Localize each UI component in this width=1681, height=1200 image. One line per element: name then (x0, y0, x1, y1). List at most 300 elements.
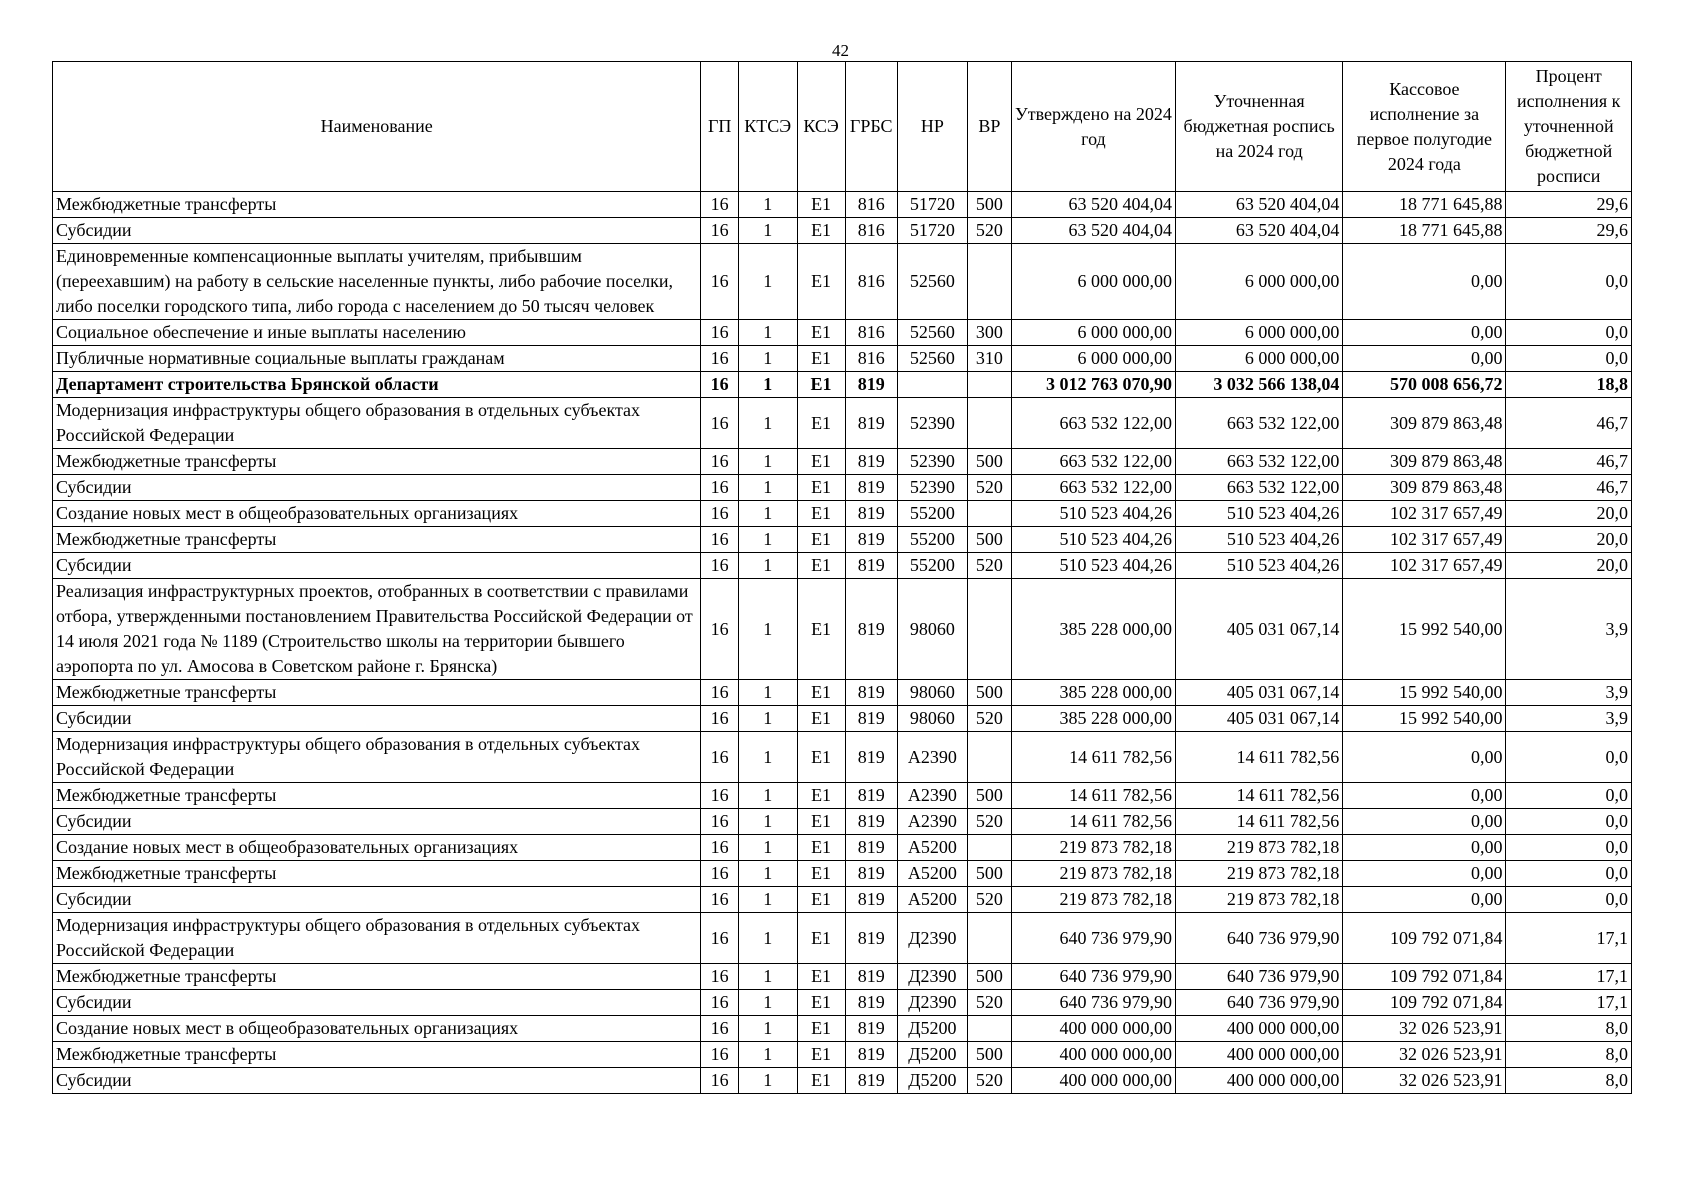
cell-kse: Е1 (797, 553, 845, 579)
cell-gp: 16 (701, 218, 739, 244)
cell-cash: 15 992 540,00 (1343, 680, 1506, 706)
cell-cash: 102 317 657,49 (1343, 527, 1506, 553)
cell-ktse: 1 (738, 449, 797, 475)
cell-grbs: 816 (845, 320, 897, 346)
cell-percent: 0,0 (1506, 320, 1632, 346)
table-row (53, 346, 1632, 372)
cell-percent: 17,1 (1506, 964, 1632, 990)
cell-approved: 14 611 782,56 (1011, 783, 1175, 809)
cell-nr: Д2390 (897, 913, 967, 964)
cell-ktse: 1 (738, 192, 797, 218)
cell-refined: 219 873 782,18 (1176, 887, 1343, 913)
cell-percent: 29,6 (1506, 218, 1632, 244)
table-row (53, 553, 1632, 579)
cell-cash: 0,00 (1343, 887, 1506, 913)
cell-grbs: 819 (845, 475, 897, 501)
cell-grbs: 819 (845, 913, 897, 964)
cell-approved: 219 873 782,18 (1011, 887, 1175, 913)
cell-vr: 500 (967, 680, 1011, 706)
cell-grbs: 819 (845, 553, 897, 579)
cell-ktse: 1 (738, 1068, 797, 1094)
cell-vr (967, 501, 1011, 527)
cell-cash: 0,00 (1343, 732, 1506, 783)
cell-grbs: 819 (845, 887, 897, 913)
cell-refined: 14 611 782,56 (1176, 809, 1343, 835)
table-row (53, 1068, 1632, 1094)
cell-gp: 16 (701, 320, 739, 346)
table-row (53, 835, 1632, 861)
cell-vr: 500 (967, 527, 1011, 553)
header-vr: ВР (967, 62, 1011, 192)
cell-name: Межбюджетные трансферты (53, 783, 701, 809)
cell-kse: Е1 (797, 475, 845, 501)
cell-gp: 16 (701, 527, 739, 553)
cell-percent: 8,0 (1506, 1016, 1632, 1042)
header-nr: НР (897, 62, 967, 192)
cell-nr: 52560 (897, 244, 967, 320)
table-row (53, 372, 1632, 398)
cell-vr: 520 (967, 990, 1011, 1016)
cell-name: Реализация инфраструктурных проектов, отобранных в соответствии с правилами отбора, утвержденными постановлением Правительства Российской Федерации от 14 июля 2021 года № 1189 (Строительство школы на территории бывшего аэропорта по ул. Амосова в Советском районе г. Брянска) (53, 579, 701, 680)
cell-gp: 16 (701, 192, 739, 218)
cell-gp: 16 (701, 783, 739, 809)
cell-refined: 219 873 782,18 (1176, 861, 1343, 887)
table-row (53, 964, 1632, 990)
cell-name: Межбюджетные трансферты (53, 449, 701, 475)
cell-ktse: 1 (738, 1042, 797, 1068)
cell-approved: 400 000 000,00 (1011, 1068, 1175, 1094)
cell-nr: 98060 (897, 680, 967, 706)
cell-ktse: 1 (738, 320, 797, 346)
cell-percent: 0,0 (1506, 887, 1632, 913)
cell-ktse: 1 (738, 783, 797, 809)
cell-percent: 3,9 (1506, 579, 1632, 680)
table-row (53, 861, 1632, 887)
cell-gp: 16 (701, 680, 739, 706)
cell-gp: 16 (701, 1016, 739, 1042)
cell-nr: Д5200 (897, 1068, 967, 1094)
cell-gp: 16 (701, 1068, 739, 1094)
cell-kse: Е1 (797, 320, 845, 346)
cell-percent: 0,0 (1506, 783, 1632, 809)
table-row (53, 579, 1632, 680)
cell-grbs: 819 (845, 835, 897, 861)
cell-kse: Е1 (797, 887, 845, 913)
budget-execution-table (52, 61, 1632, 1094)
table-row (53, 1042, 1632, 1068)
cell-kse: Е1 (797, 1016, 845, 1042)
cell-grbs: 819 (845, 372, 897, 398)
cell-name: Межбюджетные трансферты (53, 964, 701, 990)
cell-approved: 14 611 782,56 (1011, 809, 1175, 835)
cell-gp: 16 (701, 706, 739, 732)
cell-percent: 20,0 (1506, 527, 1632, 553)
cell-name: Модернизация инфраструктуры общего образования в отдельных субъектах Российской Федерации (53, 913, 701, 964)
table-header (53, 62, 1632, 192)
table-row (53, 398, 1632, 449)
cell-percent: 18,8 (1506, 372, 1632, 398)
cell-refined: 6 000 000,00 (1176, 244, 1343, 320)
cell-percent: 46,7 (1506, 449, 1632, 475)
cell-nr: 55200 (897, 553, 967, 579)
cell-ktse: 1 (738, 913, 797, 964)
cell-kse: Е1 (797, 964, 845, 990)
cell-refined: 510 523 404,26 (1176, 527, 1343, 553)
cell-ktse: 1 (738, 680, 797, 706)
cell-nr: Д2390 (897, 964, 967, 990)
cell-grbs: 819 (845, 449, 897, 475)
cell-approved: 640 736 979,90 (1011, 913, 1175, 964)
table-row (53, 809, 1632, 835)
cell-kse: Е1 (797, 783, 845, 809)
cell-vr (967, 732, 1011, 783)
cell-grbs: 816 (845, 244, 897, 320)
cell-ktse: 1 (738, 732, 797, 783)
table-row (53, 218, 1632, 244)
cell-grbs: 819 (845, 861, 897, 887)
cell-vr (967, 372, 1011, 398)
cell-ktse: 1 (738, 964, 797, 990)
cell-nr: 52390 (897, 475, 967, 501)
cell-name: Департамент строительства Брянской области (53, 372, 701, 398)
cell-name: Субсидии (53, 218, 701, 244)
cell-kse: Е1 (797, 192, 845, 218)
cell-approved: 663 532 122,00 (1011, 475, 1175, 501)
cell-gp: 16 (701, 835, 739, 861)
cell-name: Субсидии (53, 990, 701, 1016)
cell-cash: 309 879 863,48 (1343, 449, 1506, 475)
table-row (53, 192, 1632, 218)
cell-gp: 16 (701, 964, 739, 990)
cell-grbs: 819 (845, 1042, 897, 1068)
cell-cash: 32 026 523,91 (1343, 1068, 1506, 1094)
cell-ktse: 1 (738, 372, 797, 398)
cell-approved: 6 000 000,00 (1011, 346, 1175, 372)
cell-approved: 385 228 000,00 (1011, 706, 1175, 732)
header-percent: Процент исполнения к уточненной бюджетной росписи (1506, 62, 1632, 192)
cell-gp: 16 (701, 990, 739, 1016)
cell-grbs: 819 (845, 501, 897, 527)
cell-name: Создание новых мест в общеобразовательных организациях (53, 835, 701, 861)
table-row (53, 732, 1632, 783)
cell-gp: 16 (701, 475, 739, 501)
cell-kse: Е1 (797, 706, 845, 732)
cell-nr: А2390 (897, 732, 967, 783)
cell-approved: 510 523 404,26 (1011, 527, 1175, 553)
cell-grbs: 819 (845, 1068, 897, 1094)
cell-kse: Е1 (797, 680, 845, 706)
cell-cash: 32 026 523,91 (1343, 1016, 1506, 1042)
cell-name: Модернизация инфраструктуры общего образования в отдельных субъектах Российской Федерации (53, 732, 701, 783)
cell-name: Субсидии (53, 1068, 701, 1094)
cell-nr: А5200 (897, 835, 967, 861)
cell-vr (967, 579, 1011, 680)
cell-percent: 29,6 (1506, 192, 1632, 218)
cell-gp: 16 (701, 887, 739, 913)
cell-gp: 16 (701, 809, 739, 835)
cell-percent: 46,7 (1506, 398, 1632, 449)
cell-approved: 385 228 000,00 (1011, 579, 1175, 680)
cell-approved: 663 532 122,00 (1011, 449, 1175, 475)
cell-name: Создание новых мест в общеобразовательных организациях (53, 1016, 701, 1042)
cell-cash: 109 792 071,84 (1343, 990, 1506, 1016)
table-row (53, 1016, 1632, 1042)
cell-gp: 16 (701, 244, 739, 320)
cell-grbs: 819 (845, 398, 897, 449)
cell-gp: 16 (701, 913, 739, 964)
cell-kse: Е1 (797, 244, 845, 320)
cell-ktse: 1 (738, 527, 797, 553)
cell-kse: Е1 (797, 913, 845, 964)
header-approved: Утверждено на 2024 год (1011, 62, 1175, 192)
cell-grbs: 819 (845, 964, 897, 990)
cell-nr: 55200 (897, 501, 967, 527)
cell-cash: 0,00 (1343, 244, 1506, 320)
cell-refined: 400 000 000,00 (1176, 1042, 1343, 1068)
cell-gp: 16 (701, 579, 739, 680)
cell-refined: 6 000 000,00 (1176, 346, 1343, 372)
cell-vr: 500 (967, 783, 1011, 809)
cell-cash: 0,00 (1343, 809, 1506, 835)
cell-grbs: 819 (845, 1016, 897, 1042)
cell-ktse: 1 (738, 346, 797, 372)
cell-percent: 0,0 (1506, 861, 1632, 887)
cell-nr: Д2390 (897, 990, 967, 1016)
cell-gp: 16 (701, 861, 739, 887)
table-row (53, 449, 1632, 475)
table-row (53, 783, 1632, 809)
cell-ktse: 1 (738, 887, 797, 913)
table-row (53, 913, 1632, 964)
cell-refined: 510 523 404,26 (1176, 553, 1343, 579)
cell-vr (967, 835, 1011, 861)
cell-percent: 0,0 (1506, 244, 1632, 320)
cell-name: Создание новых мест в общеобразовательных организациях (53, 501, 701, 527)
cell-refined: 400 000 000,00 (1176, 1016, 1343, 1042)
cell-refined: 640 736 979,90 (1176, 990, 1343, 1016)
cell-kse: Е1 (797, 990, 845, 1016)
header-cash: Кассовое исполнение за первое полугодие 2024 года (1343, 62, 1506, 192)
cell-approved: 63 520 404,04 (1011, 218, 1175, 244)
header-refined: Уточненная бюджетная роспись на 2024 год (1176, 62, 1343, 192)
cell-name: Публичные нормативные социальные выплаты гражданам (53, 346, 701, 372)
cell-approved: 6 000 000,00 (1011, 244, 1175, 320)
cell-percent: 0,0 (1506, 835, 1632, 861)
cell-gp: 16 (701, 398, 739, 449)
cell-grbs: 816 (845, 346, 897, 372)
cell-grbs: 819 (845, 990, 897, 1016)
cell-approved: 510 523 404,26 (1011, 553, 1175, 579)
cell-grbs: 819 (845, 706, 897, 732)
cell-gp: 16 (701, 1042, 739, 1068)
cell-approved: 219 873 782,18 (1011, 835, 1175, 861)
cell-refined: 400 000 000,00 (1176, 1068, 1343, 1094)
cell-percent: 8,0 (1506, 1068, 1632, 1094)
cell-refined: 405 031 067,14 (1176, 706, 1343, 732)
cell-ktse: 1 (738, 861, 797, 887)
cell-nr: 52390 (897, 398, 967, 449)
cell-cash: 15 992 540,00 (1343, 579, 1506, 680)
cell-vr: 520 (967, 887, 1011, 913)
cell-percent: 0,0 (1506, 809, 1632, 835)
header-kse: КСЭ (797, 62, 845, 192)
cell-ktse: 1 (738, 579, 797, 680)
cell-percent: 46,7 (1506, 475, 1632, 501)
cell-cash: 309 879 863,48 (1343, 398, 1506, 449)
cell-ktse: 1 (738, 398, 797, 449)
cell-refined: 663 532 122,00 (1176, 449, 1343, 475)
cell-approved: 400 000 000,00 (1011, 1042, 1175, 1068)
cell-refined: 663 532 122,00 (1176, 475, 1343, 501)
cell-percent: 0,0 (1506, 732, 1632, 783)
cell-kse: Е1 (797, 527, 845, 553)
cell-refined: 405 031 067,14 (1176, 680, 1343, 706)
cell-approved: 510 523 404,26 (1011, 501, 1175, 527)
header-name: Наименование (53, 62, 701, 192)
cell-refined: 405 031 067,14 (1176, 579, 1343, 680)
cell-gp: 16 (701, 346, 739, 372)
cell-ktse: 1 (738, 475, 797, 501)
cell-grbs: 819 (845, 527, 897, 553)
cell-name: Субсидии (53, 553, 701, 579)
cell-grbs: 816 (845, 218, 897, 244)
cell-cash: 18 771 645,88 (1343, 218, 1506, 244)
cell-name: Межбюджетные трансферты (53, 861, 701, 887)
cell-percent: 20,0 (1506, 501, 1632, 527)
cell-nr: А2390 (897, 809, 967, 835)
cell-percent: 0,0 (1506, 346, 1632, 372)
cell-refined: 219 873 782,18 (1176, 835, 1343, 861)
cell-vr: 500 (967, 192, 1011, 218)
cell-nr: А2390 (897, 783, 967, 809)
cell-name: Межбюджетные трансферты (53, 192, 701, 218)
cell-approved: 219 873 782,18 (1011, 861, 1175, 887)
cell-refined: 6 000 000,00 (1176, 320, 1343, 346)
cell-vr (967, 244, 1011, 320)
budget-table-container (52, 61, 1632, 1094)
cell-ktse: 1 (738, 501, 797, 527)
cell-ktse: 1 (738, 990, 797, 1016)
cell-gp: 16 (701, 553, 739, 579)
cell-kse: Е1 (797, 732, 845, 783)
cell-refined: 14 611 782,56 (1176, 732, 1343, 783)
cell-vr: 520 (967, 218, 1011, 244)
table-row (53, 990, 1632, 1016)
cell-nr: 52560 (897, 320, 967, 346)
cell-gp: 16 (701, 372, 739, 398)
cell-name: Субсидии (53, 475, 701, 501)
cell-name: Межбюджетные трансферты (53, 1042, 701, 1068)
header-gp: ГП (701, 62, 739, 192)
table-row (53, 887, 1632, 913)
cell-percent: 3,9 (1506, 680, 1632, 706)
cell-cash: 109 792 071,84 (1343, 964, 1506, 990)
cell-vr (967, 1016, 1011, 1042)
cell-nr (897, 372, 967, 398)
cell-refined: 640 736 979,90 (1176, 964, 1343, 990)
cell-ktse: 1 (738, 1016, 797, 1042)
header-ktse: КТСЭ (738, 62, 797, 192)
cell-approved: 640 736 979,90 (1011, 964, 1175, 990)
cell-kse: Е1 (797, 1068, 845, 1094)
cell-nr: 98060 (897, 706, 967, 732)
cell-vr: 310 (967, 346, 1011, 372)
cell-approved: 385 228 000,00 (1011, 680, 1175, 706)
cell-kse: Е1 (797, 218, 845, 244)
cell-gp: 16 (701, 501, 739, 527)
cell-grbs: 819 (845, 732, 897, 783)
cell-kse: Е1 (797, 1042, 845, 1068)
table-row (53, 475, 1632, 501)
cell-cash: 15 992 540,00 (1343, 706, 1506, 732)
cell-kse: Е1 (797, 809, 845, 835)
cell-nr: А5200 (897, 887, 967, 913)
cell-nr: Д5200 (897, 1042, 967, 1068)
cell-kse: Е1 (797, 372, 845, 398)
cell-kse: Е1 (797, 861, 845, 887)
cell-name: Социальное обеспечение и иные выплаты населению (53, 320, 701, 346)
table-row (53, 527, 1632, 553)
cell-kse: Е1 (797, 501, 845, 527)
cell-cash: 18 771 645,88 (1343, 192, 1506, 218)
cell-refined: 510 523 404,26 (1176, 501, 1343, 527)
cell-refined: 663 532 122,00 (1176, 398, 1343, 449)
cell-grbs: 819 (845, 680, 897, 706)
cell-approved: 63 520 404,04 (1011, 192, 1175, 218)
cell-grbs: 819 (845, 783, 897, 809)
cell-kse: Е1 (797, 449, 845, 475)
cell-percent: 17,1 (1506, 913, 1632, 964)
cell-percent: 20,0 (1506, 553, 1632, 579)
cell-grbs: 819 (845, 809, 897, 835)
cell-vr: 520 (967, 1068, 1011, 1094)
cell-ktse: 1 (738, 553, 797, 579)
cell-percent: 8,0 (1506, 1042, 1632, 1068)
cell-name: Модернизация инфраструктуры общего образования в отдельных субъектах Российской Федерации (53, 398, 701, 449)
cell-vr: 500 (967, 449, 1011, 475)
cell-percent: 3,9 (1506, 706, 1632, 732)
table-row (53, 680, 1632, 706)
cell-nr: 52390 (897, 449, 967, 475)
cell-kse: Е1 (797, 398, 845, 449)
cell-ktse: 1 (738, 809, 797, 835)
cell-cash: 309 879 863,48 (1343, 475, 1506, 501)
cell-nr: 55200 (897, 527, 967, 553)
table-row (53, 501, 1632, 527)
cell-cash: 0,00 (1343, 346, 1506, 372)
cell-kse: Е1 (797, 346, 845, 372)
cell-approved: 3 012 763 070,90 (1011, 372, 1175, 398)
table-row (53, 244, 1632, 320)
table-body (53, 192, 1632, 1094)
cell-approved: 400 000 000,00 (1011, 1016, 1175, 1042)
cell-refined: 63 520 404,04 (1176, 218, 1343, 244)
table-row (53, 706, 1632, 732)
cell-name: Межбюджетные трансферты (53, 680, 701, 706)
cell-cash: 0,00 (1343, 835, 1506, 861)
cell-ktse: 1 (738, 244, 797, 320)
cell-name: Субсидии (53, 887, 701, 913)
cell-vr: 520 (967, 706, 1011, 732)
cell-vr: 300 (967, 320, 1011, 346)
table-row (53, 320, 1632, 346)
cell-nr: Д5200 (897, 1016, 967, 1042)
cell-kse: Е1 (797, 579, 845, 680)
cell-approved: 6 000 000,00 (1011, 320, 1175, 346)
cell-percent: 17,1 (1506, 990, 1632, 1016)
cell-refined: 63 520 404,04 (1176, 192, 1343, 218)
cell-refined: 3 032 566 138,04 (1176, 372, 1343, 398)
